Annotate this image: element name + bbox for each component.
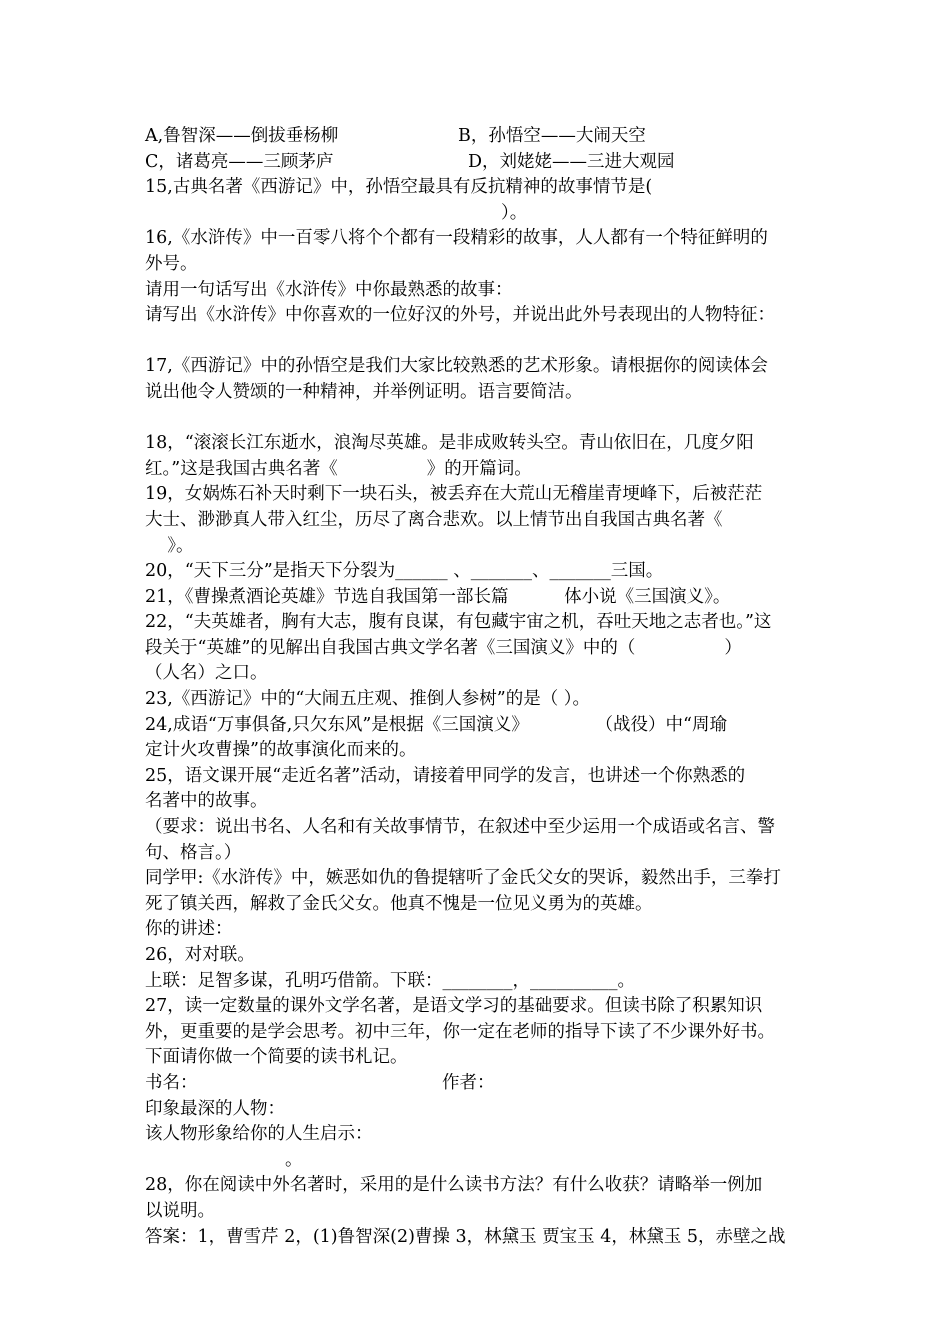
- option-a: A,鲁智深——倒拔垂杨柳: [145, 126, 339, 146]
- q15-line: 15,古典名著《西游记》中，孙悟空最具有反抗精神的故事情节是(: [145, 177, 653, 198]
- q27-period: 。: [285, 1149, 303, 1170]
- q20-line: 20，“天下三分”是指天下分裂为______ 、_______、_______三国。: [145, 561, 664, 582]
- q17-line: 说出他令人赞颂的一种精神，并举例证明。语言要简洁。: [145, 381, 583, 402]
- q14-options-row-2: [145, 150, 810, 176]
- q18-line: 18，“滚滚长江东逝水，浪淘尽英雄。是非成败转头空。青山依旧在，几度夕阳: [145, 433, 754, 454]
- q16-line: 外号。: [145, 253, 198, 274]
- q27-line: 该人物形象给你的人生启示：: [145, 1124, 373, 1145]
- option-d: D，刘姥姥——三进大观园: [468, 151, 675, 172]
- book-label: 书名：: [145, 1072, 198, 1093]
- q23-line: 23,《西游记》中的“大闹五庄观、推倒人参树”的是（ ）。: [145, 689, 591, 710]
- q16-line: 请写出《水浒传》中你喜欢的一位好汉的外号，并说出此外号表现出的人物特征：: [145, 305, 775, 326]
- q27-line: 印象最深的人物：: [145, 1098, 285, 1119]
- q26-line: 上联：足智多谋，孔明巧借箭。下联：________，__________。: [145, 970, 635, 991]
- q22-line: （人名）之口。: [145, 663, 268, 684]
- q25-line: 死了镇关西，解救了金氏父女。他真不愧是一位见义勇为的英雄。: [145, 893, 653, 914]
- q14-options-row-1: [145, 124, 810, 150]
- option-b: B，孙悟空——大闹天空: [458, 126, 646, 146]
- q16-line: 16,《水浒传》中一百零八将个个都有一段精彩的故事，人人都有一个特征鲜明的: [145, 228, 768, 249]
- q16-line: 请用一句话写出《水浒传》中你最熟悉的故事：: [145, 279, 513, 300]
- q26-line: 26，对对联。: [145, 945, 255, 965]
- author-label: 作者：: [442, 1072, 495, 1093]
- q25-line: 25，语文课开展“走近名著”活动，请接着甲同学的发言，也讲述一个你熟悉的: [145, 765, 746, 786]
- q22-line: 段关于“英雄”的见解出自我国古典文学名著《三国演义》中的（ ）: [145, 637, 742, 658]
- q19-line: 19，女娲炼石补天时剩下一块石头，被丢弃在大荒山无稽崖青埂峰下，后被茫茫: [145, 484, 763, 505]
- q27-line: 下面请你做一个简要的读书札记。: [145, 1047, 408, 1068]
- q27-line: 27，读一定数量的课外文学名著，是语文学习的基础要求。但读书除了积累知识: [145, 996, 763, 1017]
- q24-line: 24,成语“万事俱备,只欠东风”是根据《三国演义》 （战役）中“周瑜: [145, 714, 727, 735]
- q27-line: 外，更重要的是学会思考。初中三年，你一定在老师的指导下读了不少课外好书。: [145, 1021, 775, 1042]
- exam-page: [145, 124, 810, 1250]
- q15-line: ）。: [501, 202, 528, 223]
- q22-line: 22，“夫英雄者，胸有大志，腹有良谋，有包藏宇宙之机，吞吐天地之志者也。”这: [145, 612, 772, 633]
- q19-line: 大士、渺渺真人带入红尘，历尽了离合悲欢。以上情节出自我国古典名著《: [145, 509, 723, 530]
- q17-line: 17,《西游记》中的孙悟空是我们大家比较熟悉的艺术形象。请根据你的阅读体会: [145, 356, 768, 377]
- q25-line: 名著中的故事。: [145, 791, 268, 812]
- q25-line: 同学甲:《水浒传》中，嫉恶如仇的鲁提辖听了金氏父女的哭诉，毅然出手，三拳打: [145, 868, 781, 889]
- option-c: C，诸葛亮——三顾茅庐: [145, 151, 334, 172]
- q21-line: 21，《曹操煮酒论英雄》节选自我国第一部长篇 体小说《三国演义》。: [145, 586, 731, 607]
- q27-book-author-row: [145, 1071, 810, 1097]
- q28-line: 28，你在阅读中外名著时，采用的是什么读书方法？有什么收获？请略举一例加: [145, 1175, 763, 1196]
- q19-line: 》。: [145, 535, 194, 556]
- q18-line: 红。”这是我国古典名著《 》的开篇词。: [145, 458, 532, 479]
- q24-line: 定计火攻曹操”的故事演化而来的。: [145, 740, 417, 761]
- answers-line: 答案：1，曹雪芹 2，(1)鲁智深(2)曹操 3，林黛玉 贾宝玉 4，林黛玉 5，赤壁之战: [145, 1226, 786, 1247]
- q25-line: 你的讲述：: [145, 919, 233, 940]
- q25-line: （要求：说出书名、人名和有关故事情节，在叙述中至少运用一个成语或名言、警: [145, 817, 775, 838]
- q25-line: 句、格言。）: [145, 842, 242, 863]
- q28-line: 以说明。: [145, 1200, 215, 1221]
